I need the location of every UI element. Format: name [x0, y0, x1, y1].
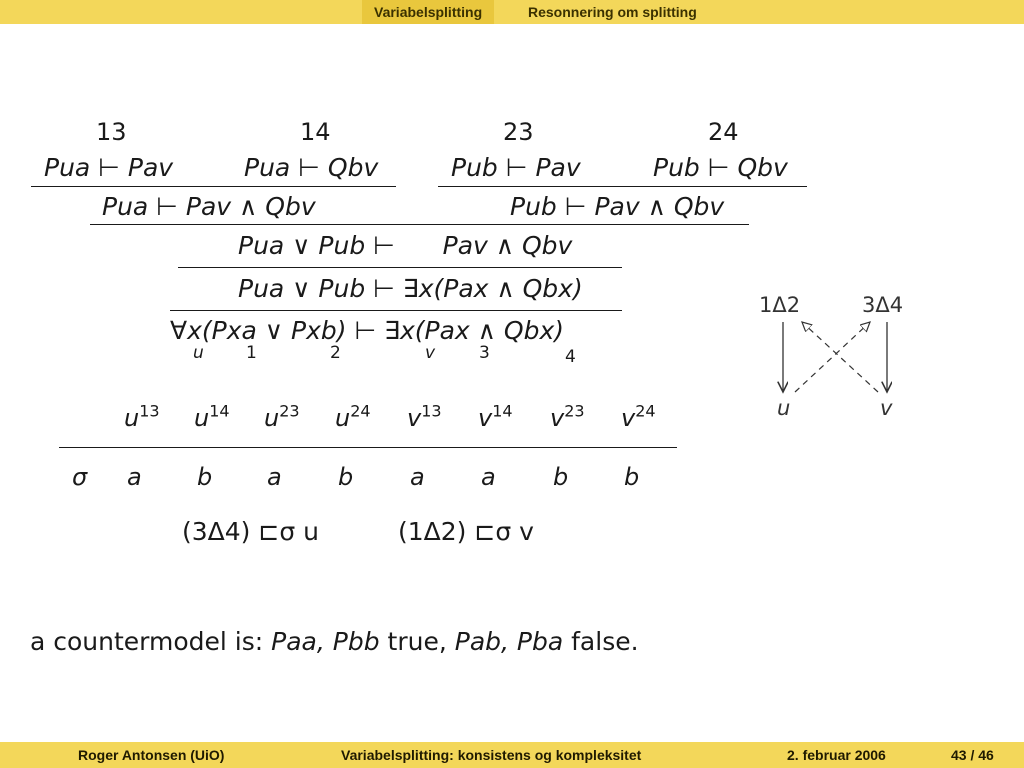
label-23: 23 [503, 118, 534, 146]
inference-line-forall [170, 310, 622, 311]
label-14: 14 [300, 118, 331, 146]
annotation-3: 3 [479, 343, 490, 363]
diagram-node-v: v [880, 396, 893, 420]
label-13: 13 [96, 118, 127, 146]
table-value-cell: a [267, 463, 282, 491]
table-header-base: v [478, 404, 493, 432]
table-header-cell [550, 403, 585, 433]
relation-1d2-v [398, 517, 534, 547]
table-header-cell [621, 403, 656, 433]
countermodel-sentence [30, 626, 639, 658]
table-header-superscript: 24 [350, 401, 371, 421]
relation-left-text: (3Δ4) ⊏σ u [182, 517, 319, 546]
annotation-v: v [425, 343, 436, 363]
footer-author: Roger Antonsen (UiO) [78, 747, 225, 763]
table-header-superscript: 14 [492, 401, 513, 421]
table-value-cell: a [481, 463, 496, 491]
table-header-base: u [194, 404, 210, 432]
sequent-24: Pub ⊢ Qbv [653, 153, 788, 182]
table-header-superscript: 24 [635, 401, 656, 421]
inference-line-right [438, 186, 807, 187]
table-value-cell: b [338, 463, 354, 491]
table-header-base: v [550, 404, 565, 432]
sequent-left-conj: Pua ⊢ Pav ∧ Qbv [102, 192, 316, 221]
footer-page-number: 43 / 46 [951, 747, 994, 763]
sequent-13: Pua ⊢ Pav [44, 153, 174, 182]
inference-line-left [31, 186, 396, 187]
tab-resonnering-om-splitting[interactable]: Resonnering om splitting [528, 4, 697, 20]
table-value-cell: a [410, 463, 425, 491]
footer-title: Variabelsplitting: konsistens og kompleksitet [341, 747, 642, 763]
table-header-cell [478, 403, 513, 433]
annotation-1: 1 [246, 343, 257, 363]
inference-line-disjunction [90, 224, 749, 225]
table-row-label-sigma: σ [72, 463, 88, 491]
sequent-root: ∀x(Pxa ∨ Pxb) ⊢ ∃x(Pax ∧ Qbx) [170, 316, 565, 345]
inference-line-exists [178, 267, 622, 268]
table-value-cell: b [197, 463, 213, 491]
table-header-superscript: 14 [209, 401, 230, 421]
table-header-cell [335, 403, 371, 433]
sequent-exists: Pua ∨ Pub ⊢ ∃x(Pax ∧ Qbx) [238, 274, 583, 303]
countermodel-true-word: true, [379, 627, 455, 656]
diagram-node-3d4: 3Δ4 [862, 293, 904, 317]
table-header-cell [194, 403, 230, 433]
table-rule [59, 447, 677, 448]
sequent-23: Pub ⊢ Pav [451, 153, 581, 182]
annotation-4: 4 [565, 347, 576, 367]
label-24: 24 [708, 118, 739, 146]
annotation-u: u [193, 343, 204, 363]
table-header-base: v [407, 404, 422, 432]
relation-right-text: (1Δ2) ⊏σ v [398, 517, 534, 546]
sequent-14: Pua ⊢ Qbv [244, 153, 379, 182]
header-bar [0, 0, 1024, 24]
annotation-2: 2 [330, 343, 341, 363]
footer-bar [0, 742, 1024, 768]
diagram-arrows [750, 310, 920, 410]
tab-variabelsplitting[interactable]: Variabelsplitting [362, 0, 494, 24]
diagram-node-u: u [777, 396, 791, 420]
countermodel-false-word: false. [563, 627, 639, 656]
table-header-base: v [621, 404, 636, 432]
table-header-superscript: 13 [421, 401, 442, 421]
table-header-cell [124, 403, 160, 433]
table-value-cell: b [553, 463, 569, 491]
sequent-disjunction: Pua ∨ Pub ⊢ Pav ∧ Qbv [238, 231, 573, 260]
sequent-right-conj: Pub ⊢ Pav ∧ Qbv [510, 192, 725, 221]
table-value-cell: b [624, 463, 640, 491]
dashed-arrow-u-to-3d4 [795, 322, 870, 392]
relation-3d4-u [182, 517, 319, 547]
table-header-cell [264, 403, 300, 433]
table-header-cell [407, 403, 442, 433]
countermodel-false-formulas: Pab, Pba [454, 627, 564, 656]
countermodel-true-formulas: Paa, Pbb [271, 627, 380, 656]
footer-date: 2. februar 2006 [787, 747, 886, 763]
table-header-superscript: 13 [139, 401, 160, 421]
diagram-node-1d2: 1Δ2 [759, 293, 801, 317]
table-header-superscript: 23 [564, 401, 585, 421]
dashed-arrow-v-to-1d2 [802, 322, 878, 392]
table-value-cell: a [127, 463, 142, 491]
table-header-base: u [264, 404, 280, 432]
countermodel-prefix: a countermodel is: [30, 627, 272, 656]
table-header-base: u [335, 404, 351, 432]
table-header-base: u [124, 404, 140, 432]
table-header-superscript: 23 [279, 401, 300, 421]
